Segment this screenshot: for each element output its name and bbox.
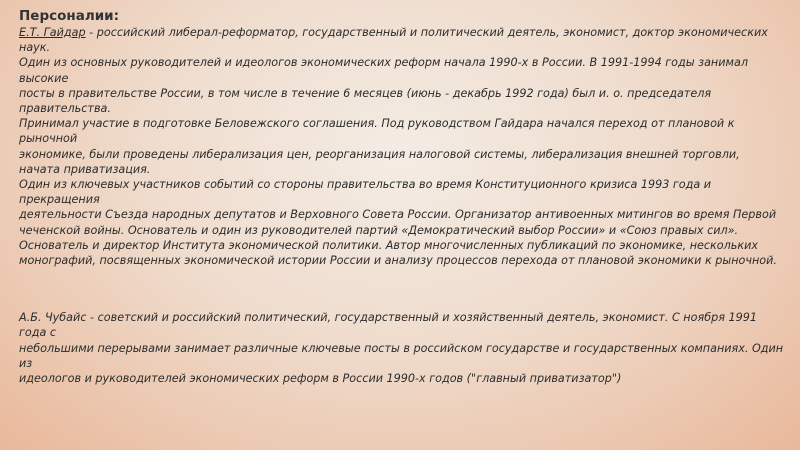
chubais-paragraph: А.Б. Чубайс - советский и российский политический, государственный и хозяйственный деятель, экономист. С ноября 1991 года с небольшими перерывами занимает различные ключевые посты в российском государстве и государственных компаниях. Один из идеологов и руководителей экономических реформ в России 1990-х годов ("главный приватизатор") [19,311,784,386]
gaidar-text: - российский либерал-реформатор, государственный и политический деятель, экономист, доктор экономических наук. Один из основных руководителей и идеологов экономических реформ начала 1990-х в России. В 1991-1994 годы занимал высокие посты в правительстве России, в том числе в течение 6 месяцев (июнь - декабрь 1992 года) был и. о. председателя правительства. Принимал участие в подготовке Беловежского соглашения. Под руководством Гайдара начался переход от плановой к рыночной экономике, были проведены либерализация цен, реорганизация налоговой системы, либерализация внешней торговли, начата приватизация. Один из ключевых участников событий со стороны правительства во время Конституционного кризиса 1993 года и прекращения деятельности Съезда народных депутатов и Верховного Совета России. Организатор антивоенных митингов во время Первой чеченской войны. Основатель и один из руководителей партий «Демократический выбор России» и «Союз правых сил». Основатель и директор Института экономической политики. Автор многочисленных публикаций по экономике, нескольких монографий, посвященных экономической истории России и анализу процессов перехода от плановой экономики к рыночной. [19,26,777,268]
spacer [19,268,784,310]
gaidar-paragraph [19,25,784,268]
slide-content [19,8,784,386]
slide-heading: Персоналии: [19,8,120,24]
gaidar-name-link[interactable]: Е.Т. Гайдар [19,26,86,39]
